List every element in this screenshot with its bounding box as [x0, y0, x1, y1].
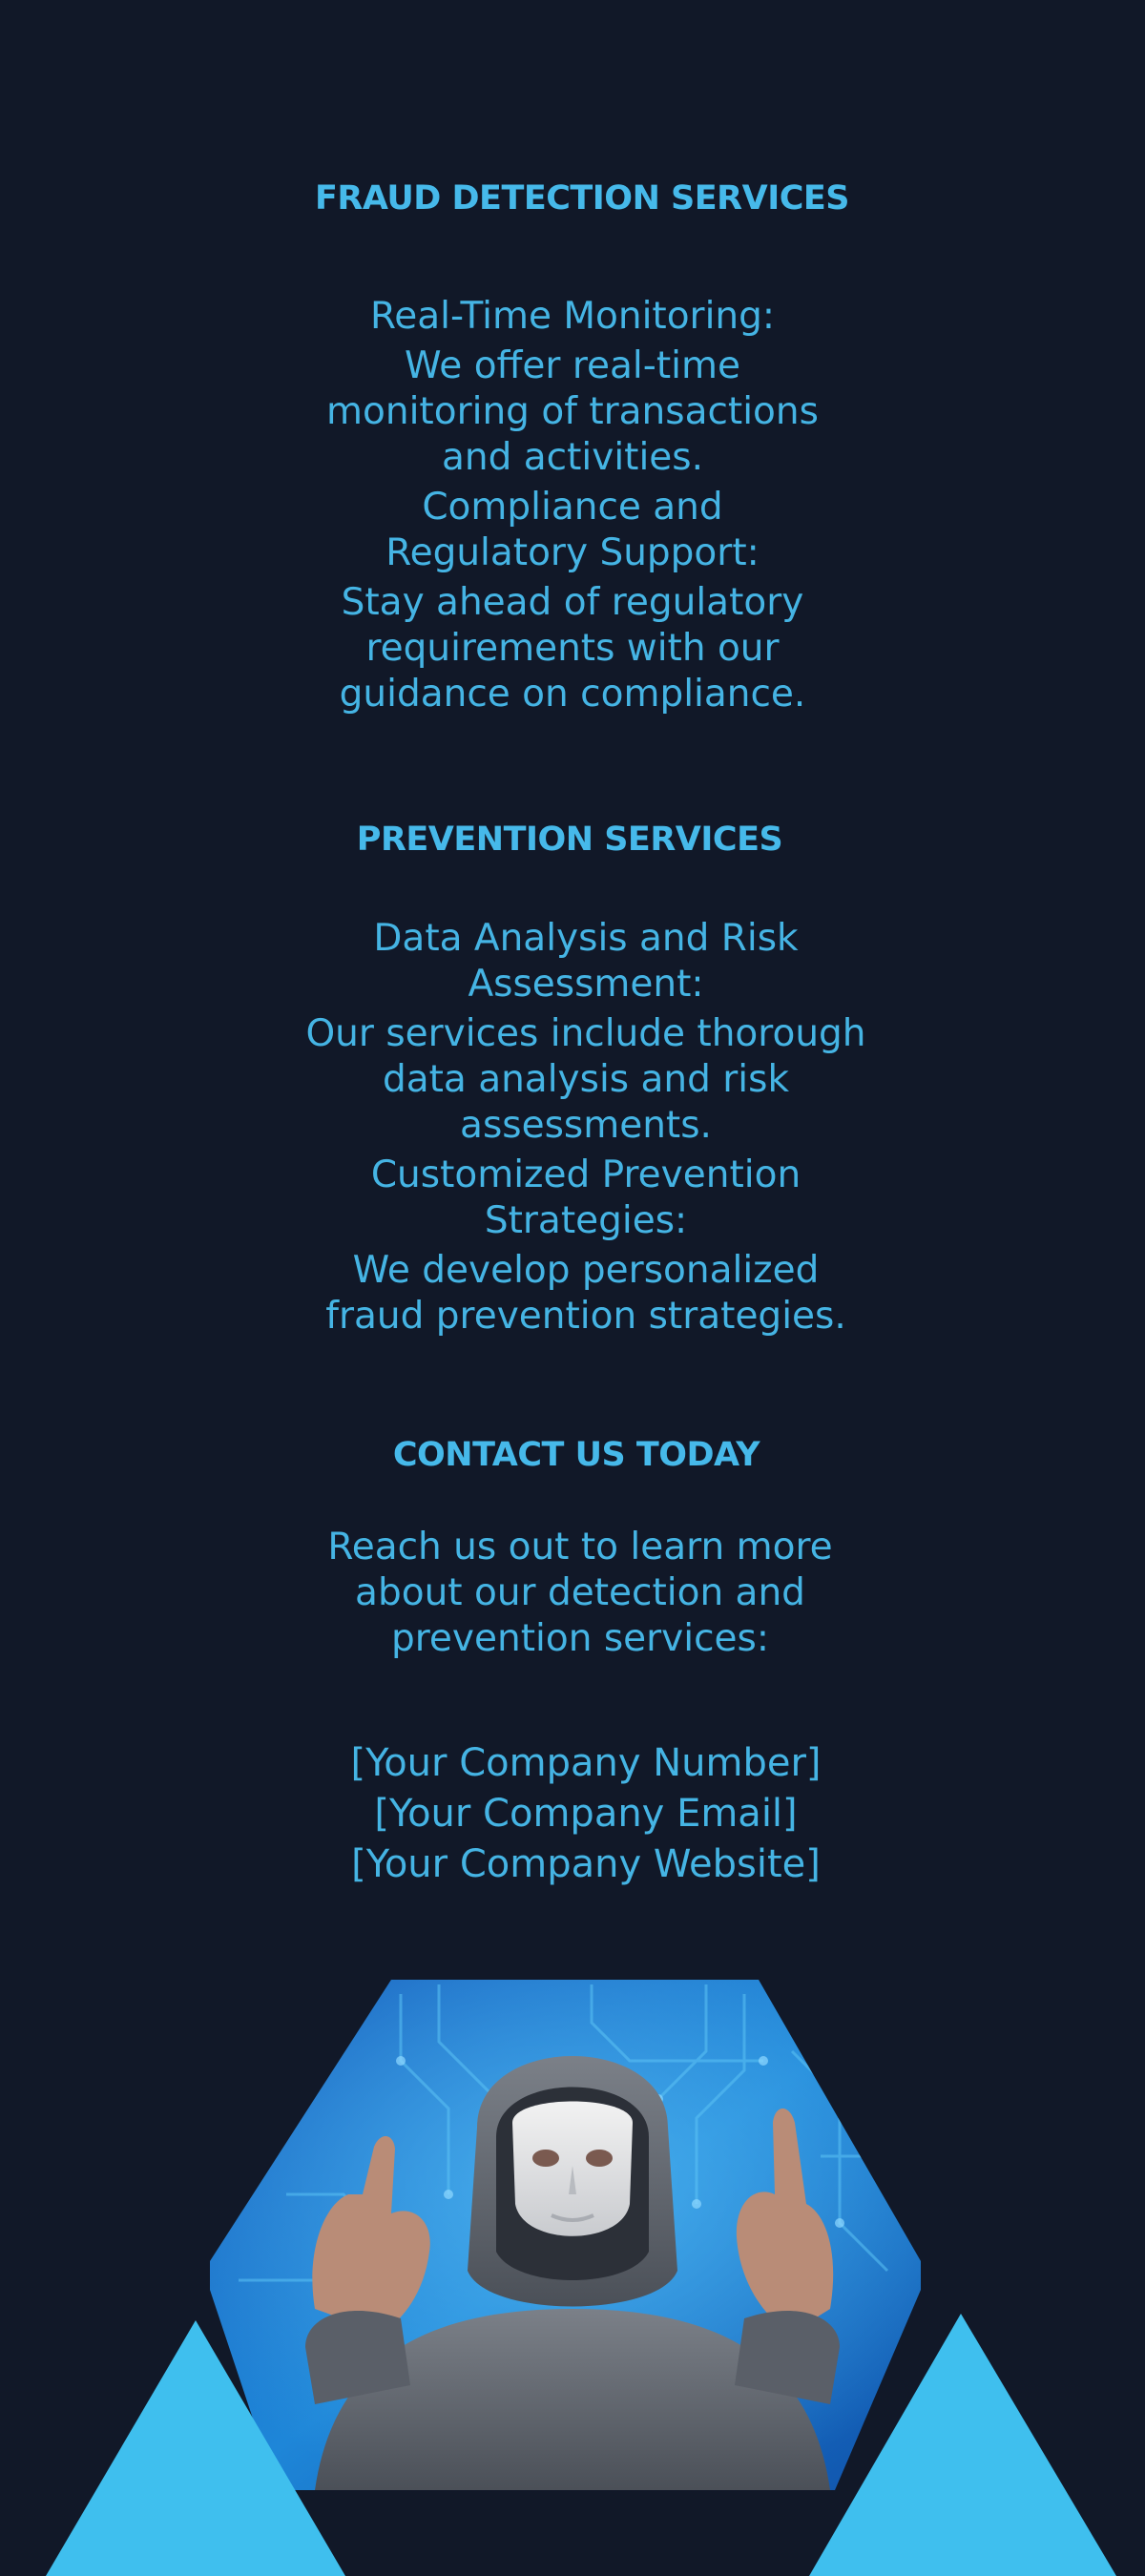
real-time-monitoring-title: Real-Time Monitoring:	[369, 295, 776, 338]
compliance-body: Stay ahead of regulatory requirements with our guidance on compliance.	[339, 581, 806, 716]
company-number[interactable]: [Your Company Number]	[350, 1741, 822, 1785]
contact-details	[0, 1738, 1145, 1890]
contact-heading: CONTACT US TODAY	[392, 1436, 760, 1474]
data-analysis-title: Data Analysis and Risk Assessment:	[373, 917, 799, 1006]
fraud-detection-section	[0, 179, 1145, 218]
hero-artwork	[0, 1965, 1145, 2576]
prevention-heading: PREVENTION SERVICES	[356, 821, 783, 859]
company-website[interactable]: [Your Company Website]	[351, 1842, 821, 1886]
data-analysis-body: Our services include thorough data analysis and risk assessments.	[305, 1012, 866, 1147]
custom-strategies-title: Customized Prevention Strategies:	[370, 1153, 802, 1242]
contact-intro-wrap	[0, 1525, 1145, 1662]
fraud-detection-items	[0, 294, 1145, 717]
prevention-section	[0, 821, 1145, 859]
custom-strategies-body: We develop personalized fraud prevention strategies.	[325, 1249, 846, 1338]
real-time-monitoring-body: We offer real-time monitoring of transactions and activities.	[326, 344, 819, 479]
company-email[interactable]: [Your Company Email]	[374, 1792, 798, 1836]
compliance-title: Compliance and Regulatory Support:	[385, 486, 760, 574]
fraud-detection-heading: FRAUD DETECTION SERVICES	[314, 179, 850, 218]
masked-hacker-photo	[191, 1975, 935, 2509]
prevention-items	[0, 916, 1145, 1340]
contact-intro: Reach us out to learn more about our detection and prevention services:	[327, 1526, 833, 1660]
contact-section	[0, 1436, 1145, 1474]
